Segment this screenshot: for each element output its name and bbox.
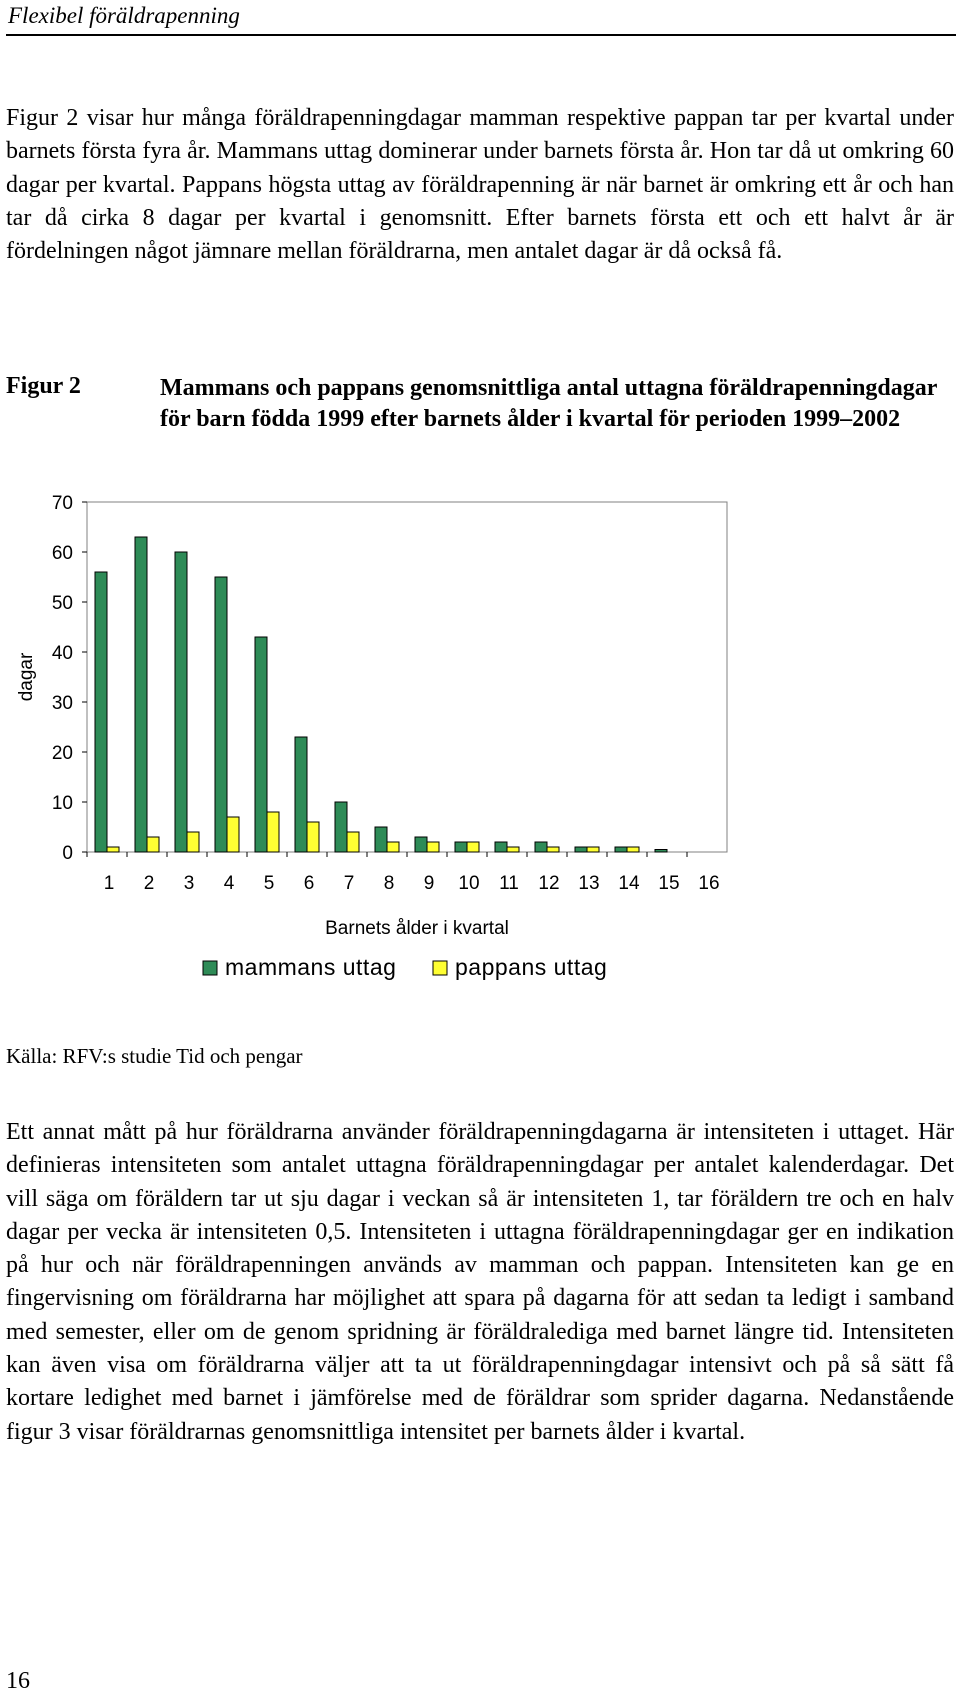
bar-mammans: [175, 552, 187, 852]
bar-pappans: [267, 812, 279, 852]
bar-mammans: [415, 837, 427, 852]
bar-pappans: [387, 842, 399, 852]
x-tick-label: 14: [618, 873, 640, 894]
legend-swatch-pappans: [433, 961, 447, 975]
bar-mammans: [535, 842, 547, 852]
y-tick-label: 20: [51, 743, 73, 764]
x-tick-label: 1: [103, 873, 115, 894]
bar-pappans: [187, 832, 199, 852]
x-tick-label: 10: [458, 873, 480, 894]
x-tick-label: 11: [499, 873, 519, 894]
y-tick-label: 30: [51, 693, 73, 714]
paragraph-intensity: Ett annat mått på hur föräldrarna använder föräldrapenningdagarna är intensiteten i uttaget. Här definieras intensiteten som antalet uttagna föräldrapenningdagar per antalet kalenderdagar. Det vill säga om föräldern tar ut sju dagar i veckan så är intensiteten 1, tar föräldern tre och en halv dagar per vecka är intensiteten 0,5. Intensiteten i uttagna föräldrapenningdagar ger en indikation på hur och när föräldrapenningen används av mamman och pappan. Intensiteten kan ge en fingervisning om föräldrarna har möjlighet att spara på dagarna för att sedan ta ledigt i samband med semester, eller om de genom spridning är föräldralediga med barnet längre tid. Intensiteten kan även visa om föräldrarna väljer att ta ut föräldrapenningdagar intensivt och på så sätt få kortare ledighet med barnet i jämförelse med de föräldrar som sprider dagarna. Nedanstående figur 3 visar föräldrarnas genomsnittliga intensitet per barnets ålder i kvartal.: [6, 1119, 954, 1445]
legend-label-pappans: pappans uttag: [455, 954, 608, 980]
bar-mammans: [335, 802, 347, 852]
x-tick-label: 7: [343, 873, 355, 894]
x-tick-label: 2: [143, 873, 155, 894]
legend-swatch-mammans: [203, 961, 217, 975]
bar-pappans: [507, 847, 519, 852]
y-tick-label: 40: [51, 643, 73, 664]
x-tick-label: 4: [223, 873, 235, 894]
bar-mammans: [215, 577, 227, 852]
bar-pappans: [147, 837, 159, 852]
bar-pappans: [347, 832, 359, 852]
bar-mammans: [95, 572, 107, 852]
y-axis-label: dagar: [16, 652, 37, 702]
bar-mammans: [135, 537, 147, 852]
page-header: [6, 0, 956, 36]
bar-pappans: [227, 817, 239, 852]
bar-mammans: [655, 850, 667, 853]
bar-mammans: [455, 842, 467, 852]
x-tick-label: 6: [303, 873, 315, 894]
paragraph-intro: Figur 2 visar hur många föräldrapenningdagar mamman respektive pappan tar per kvartal under barnets första fyra år. Mammans uttag dominerar under barnets första år. Hon tar då ut omkring 60 dagar per kvartal. Pappans högsta uttag av föräldrapenning är när barnet är omkring ett år och han tar då cirka 8 dagar per kvartal i genomsnitt. Efter barnets första ett och ett halvt år är fördelningen något jämnare mellan föräldrarna, men antalet dagar är då också få.: [6, 105, 954, 265]
y-tick-label: 60: [51, 543, 73, 564]
source-note: Källa: RFV:s studie Tid och pengar: [6, 1044, 303, 1068]
x-tick-label: 15: [658, 873, 680, 894]
bar-pappans: [107, 847, 119, 852]
x-axis-label: Barnets ålder i kvartal: [325, 918, 509, 939]
x-tick-label: 8: [383, 873, 395, 894]
bar-pappans: [467, 842, 479, 852]
y-tick-label: 0: [62, 843, 73, 864]
legend-label-mammans: mammans uttag: [225, 954, 397, 980]
y-tick-label: 70: [51, 493, 73, 514]
bar-mammans: [255, 637, 267, 852]
bar-pappans: [307, 822, 319, 852]
figure-label: Figur 2: [6, 373, 81, 399]
bar-mammans: [375, 827, 387, 852]
x-tick-label: 5: [263, 873, 275, 894]
bar-mammans: [575, 847, 587, 852]
bar-pappans: [547, 847, 559, 852]
bar-mammans: [615, 847, 627, 852]
header-title: Flexibel föräldrapenning: [8, 3, 240, 28]
bar-mammans: [295, 737, 307, 852]
bar-pappans: [627, 847, 639, 852]
y-tick-label: 10: [51, 793, 73, 814]
bar-pappans: [427, 842, 439, 852]
bar-chart: [0, 480, 960, 1040]
y-tick-label: 50: [51, 593, 73, 614]
x-tick-label: 12: [538, 873, 560, 894]
x-tick-label: 9: [423, 873, 435, 894]
bar-pappans: [587, 847, 599, 852]
bar-mammans: [495, 842, 507, 852]
x-tick-label: 16: [698, 873, 720, 894]
x-tick-label: 3: [183, 873, 195, 894]
x-tick-label: 13: [578, 873, 600, 894]
figure-caption: Mammans och pappans genomsnittliga antal uttagna föräldrapenningdagar för barn födda 1999 efter barnets ålder i kvartal för perioden 1999–2002: [160, 375, 937, 432]
page-number: 16: [6, 1668, 30, 1694]
